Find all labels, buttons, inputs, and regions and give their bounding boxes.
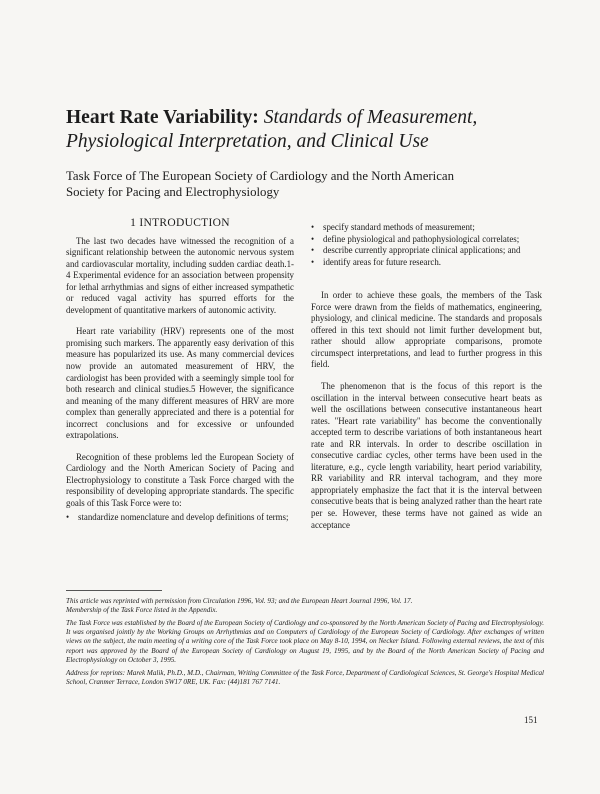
footnote-text: Membership of the Task Force listed in the Appendix. [66,606,218,615]
page-number: 151 [524,715,538,725]
intro-paragraph-4: In order to achieve these goals, the members of the Task Force were drawn from the fields of mathematics, engineering, physiology, and clinical medicine. The standards and proposals offered in this text should not limit further development but, rather should allow appropriate comparisons, promote circumspect interpretations, and lead to further progress in this field. [311,290,542,370]
footnote-text: Address for reprints: Marek Malik, Ph.D., M.D., Chairman, Writing Committee of the Task Force, Department of Cardiological Sciences, St. George's Hospital Medical School, Cranmer Terrace, London SW17 0RE, UK. Fax: (44)181 767 7141. [66,669,544,687]
author-line: Task Force of The European Society of Cardiology and the North American Society for Pacing and Electrophysiology [66,169,454,199]
intro-paragraph-5: The phenomenon that is the focus of this report is the oscillation in the interval between consecutive heart beats as well the oscillations between consecutive instantaneous heart rates. "Heart rate variability" has become the conventionally accepted term to describe variations of both instantaneous heart rate and RR intervals. In order to describe oscillation in consecutive cardiac cycles, other terms have been used in the literature, e.g., cycle length variability, heart period variability, RR variability and RR interval tachogram, and they more appropriately emphasize the fact that it is the interval between consecutive beats that is being analyzed rather than the heart rate per se. However, these terms have not gained as wide an acceptance [311,381,542,530]
footnote-task-force [66,619,544,665]
footnote-text: The Task Force was established by the Board of the European Society of Cardiology and co-sponsored by the North American Society of Pacing and Electrophysiology. It was organised jointly by the Working Groups on Arrhythmias and on Computers of Cardiology of the European Society of Cardiology. After exchanges of written views on the subject, the main meeting of a writing core of the Task Force took place on May 8-10, 1994, on Necker Island. Following external reviews, the text of this report was approved by the Board of the European Society of Cardiology on August 19, 1995, and by the Board of the North American Society of Pacing and Electrophysiology on October 3, 1995. [66,619,544,664]
goal-item: • describe currently appropriate clinical applications; and [311,245,542,257]
intro-paragraph-3: Recognition of these problems led the European Society of Cardiology and the North American Society of Pacing and Electrophysiology to constitute a Task Force charged with the responsibility of developing appropriate standards. The specific goals of this Task Force were to: [66,451,294,509]
footnote-text: This article was reprinted with permission from Circulation 1996, Vol. 93; and the European Heart Journal 1996, Vol. 17. [66,597,413,605]
section-heading: 1 INTRODUCTION [130,217,230,229]
title-subtitle: Standards of Measurement, Physiological Interpretation, and Clinical Use [66,107,478,152]
goal-item: • define physiological and pathophysiological correlates; [311,234,542,246]
article-title [66,106,536,154]
goal-item: • specify standard methods of measurement; [311,222,542,234]
left-column [66,218,294,523]
title-main: Heart Rate Variability: [66,107,259,128]
goal-item: • standardize nomenclature and develop definitions of terms; [66,512,294,524]
intro-paragraph-2: Heart rate variability (HRV) represents one of the most promising such markers. The apparently easy derivation of this measure has popularized its use. As many commercial devices now provide an automated measurement of HRV, the cardiologist has been provided with a seemingly simple tool for both research and clinical studies.5 However, the significance and meaning of the many different measures of HRV are more complex than generally appreciated and there is a potential for incorrect conclusions and for excessive or unfounded extrapolations. [66,326,294,441]
intro-paragraph-1: The last two decades have witnessed the recognition of a significant relationship between the autonomic nervous system and cardiovascular mortality, including sudden cardiac death.1-4 Experimental evidence for an association between propensity for lethal arrhythmias and signs of either increased sympathetic or reduced vagal activity has spurred efforts for the development of quantitative markers of autonomic activity. [66,235,294,315]
goal-item: • identify areas for future research. [311,257,542,269]
goals-list-right [311,222,542,268]
goals-list-left [66,512,294,524]
footnote-address [66,669,544,687]
footnote-divider [66,590,162,591]
right-column [311,222,542,531]
footnote-reprint [66,597,544,615]
